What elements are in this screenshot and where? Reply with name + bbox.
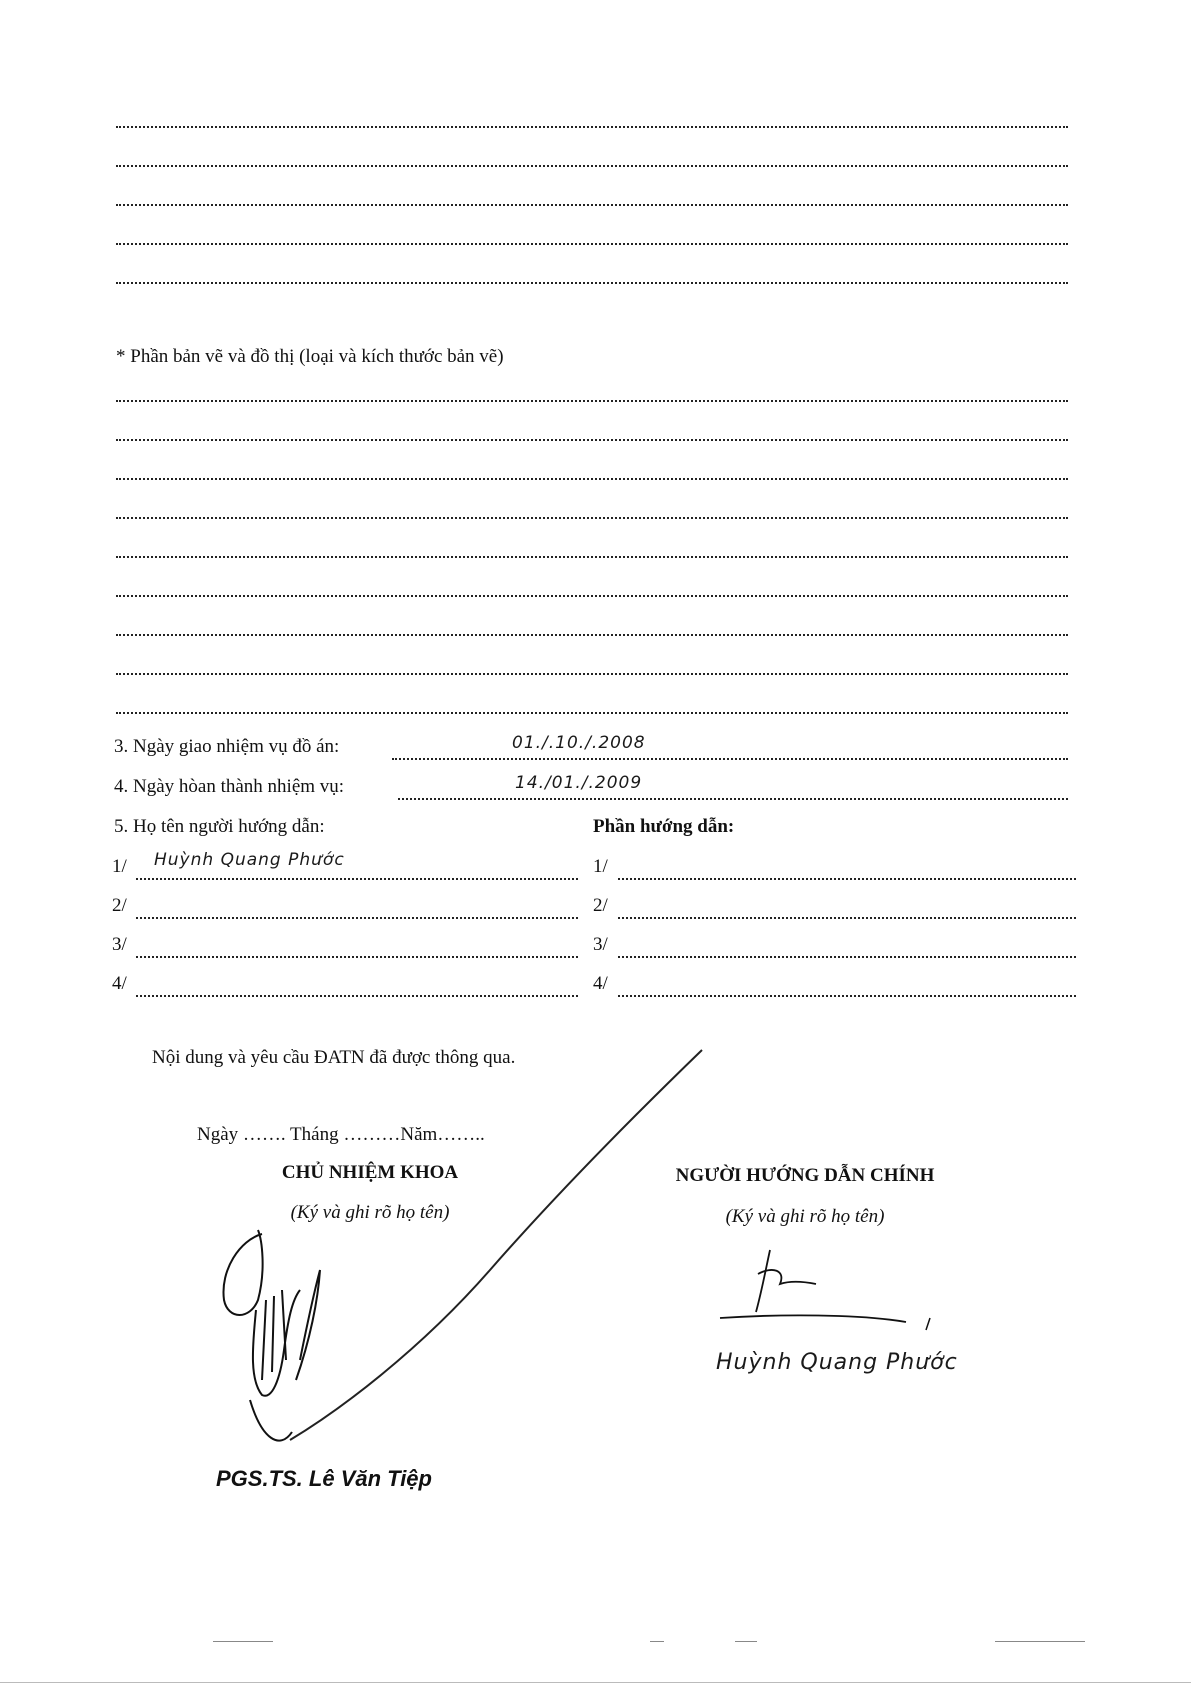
guidance-row-number: 4/ <box>593 973 608 994</box>
dean-name: PGS.TS. Lê Văn Tiệp <box>216 1466 432 1491</box>
dean-sign-note: (Ký và ghi rõ họ tên) <box>290 1202 450 1223</box>
advisor-row-number: 3/ <box>112 934 127 955</box>
approval-note: Nội dung và yêu cầu ĐATN đã được thông qua. <box>152 1047 516 1068</box>
scan-mark <box>995 1641 1085 1642</box>
assign-date-value: 01./.10./.2008 <box>512 733 646 753</box>
advisor-row-number: 1/ <box>112 856 127 877</box>
advisor-name-handwritten: Huỳnh Quang Phước <box>154 850 345 870</box>
guidance-row-number: 3/ <box>593 934 608 955</box>
complete-date-value: 14./01./.2009 <box>515 773 643 793</box>
guidance-part-label: Phần hướng dẫn: <box>593 816 735 837</box>
advisor-title: NGƯỜI HƯỚNG DẪN CHÍNH <box>675 1165 935 1186</box>
advisor-row-number: 2/ <box>112 895 127 916</box>
drawings-heading: * Phần bản vẽ và đồ thị (loại và kích thước bản vẽ) <box>116 346 504 367</box>
scan-edge <box>0 1682 1191 1683</box>
complete-date-label: 4. Ngày hòan thành nhiệm vụ: <box>114 776 345 797</box>
guidance-row-number: 1/ <box>593 856 608 877</box>
scan-mark <box>735 1641 757 1642</box>
assign-date-label: 3. Ngày giao nhiệm vụ đồ án: <box>114 736 340 757</box>
advisor-list-label: 5. Họ tên người hướng dẫn: <box>114 816 325 837</box>
guidance-row-number: 2/ <box>593 895 608 916</box>
advisor-name-handwritten: Huỳnh Quang Phước <box>716 1350 958 1375</box>
advisor-sign-note: (Ký và ghi rõ họ tên) <box>725 1206 885 1227</box>
scan-mark <box>213 1641 273 1642</box>
advisor-row-number: 4/ <box>112 973 127 994</box>
approval-date-line: Ngày ……. Tháng ………Năm…….. <box>197 1124 485 1145</box>
scan-mark <box>650 1641 664 1642</box>
dean-title: CHỦ NHIỆM KHOA <box>281 1162 459 1183</box>
